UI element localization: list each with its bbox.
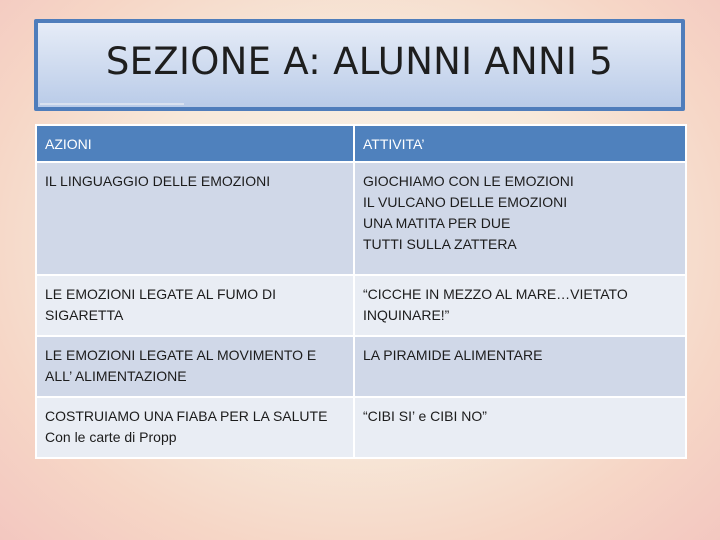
header-attivita: ATTIVITA’ bbox=[354, 125, 686, 162]
cell-line: “CICCHE IN MEZZO AL MARE…VIETATO bbox=[363, 286, 628, 302]
cell-line: LE EMOZIONI LEGATE AL FUMO DI bbox=[45, 286, 277, 302]
cell-line: IL LINGUAGGIO DELLE EMOZIONI bbox=[45, 173, 271, 189]
slide-title: SEZIONE A: ALUNNI ANNI 5 bbox=[105, 39, 614, 83]
cell-line: COSTRUIAMO UNA FIABA PER LA SALUTE bbox=[45, 408, 328, 424]
table-row bbox=[36, 397, 686, 458]
cell-azioni bbox=[36, 275, 354, 336]
cell-attivita bbox=[354, 162, 686, 275]
cell-azioni bbox=[36, 162, 354, 275]
table-row bbox=[36, 336, 686, 397]
cell-line: INQUINARE!” bbox=[363, 307, 450, 323]
title-underline bbox=[40, 103, 184, 105]
table-row bbox=[36, 162, 686, 275]
activities-table bbox=[35, 124, 687, 459]
cell-line: LE EMOZIONI LEGATE AL MOVIMENTO E bbox=[45, 347, 317, 363]
cell-line: TUTTI SULLA ZATTERA bbox=[363, 236, 517, 252]
cell-line: SIGARETTA bbox=[45, 307, 124, 323]
cell-attivita bbox=[354, 336, 686, 397]
cell-line: LA PIRAMIDE ALIMENTARE bbox=[363, 347, 543, 363]
cell-line: “CIBI SI’ e CIBI NO” bbox=[363, 408, 487, 424]
cell-attivita bbox=[354, 397, 686, 458]
cell-line: GIOCHIAMO CON LE EMOZIONI bbox=[363, 173, 574, 189]
cell-azioni bbox=[36, 397, 354, 458]
cell-line: ALL’ ALIMENTAZIONE bbox=[45, 368, 187, 384]
table-header-row bbox=[36, 125, 686, 162]
table-row bbox=[36, 275, 686, 336]
cell-line: UNA MATITA PER DUE bbox=[363, 215, 511, 231]
cell-azioni bbox=[36, 336, 354, 397]
cell-attivita bbox=[354, 275, 686, 336]
cell-line: IL VULCANO DELLE EMOZIONI bbox=[363, 194, 568, 210]
header-azioni: AZIONI bbox=[36, 125, 354, 162]
title-box bbox=[34, 19, 685, 111]
cell-line: Con le carte di Propp bbox=[45, 429, 177, 445]
